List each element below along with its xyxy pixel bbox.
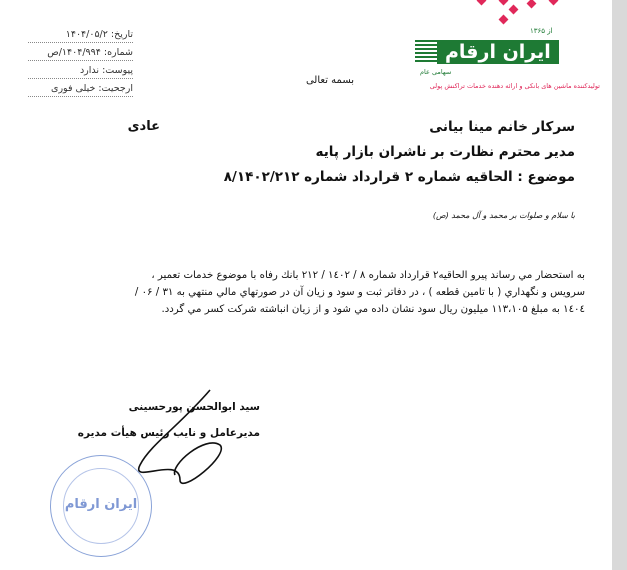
priority-field bbox=[28, 82, 133, 97]
logo-type: سهامی عام bbox=[420, 68, 452, 76]
recipient-title: مدیر محترم نظارت بر ناشران بازار پایه bbox=[315, 144, 575, 160]
date-field bbox=[28, 28, 133, 43]
number-field bbox=[28, 46, 133, 61]
body-line: سرويس و نگهداري ( با تامين قطعه ) ، در دفاتر ثبت و سود و زيان آن در صورتهاي مالي منتهي به ۳۱ / ۰۶ / bbox=[134, 287, 585, 298]
date-label: تاریخ: bbox=[110, 29, 133, 40]
logo-stripes bbox=[415, 40, 437, 64]
attachment-field bbox=[28, 64, 133, 79]
priority-value: خیلی فوری bbox=[51, 83, 96, 94]
subject: موضوع : الحاقیه شماره ۲ قرارداد شماره ۸/۱۴۰۲/۲۱۲ bbox=[223, 169, 575, 185]
attachment-value: ندارد bbox=[79, 65, 100, 76]
date-value: ۱۴۰۴/۰۵/۲ bbox=[65, 29, 108, 40]
number-label: شماره: bbox=[103, 47, 133, 58]
greeting: با سلام و صلوات بر محمد و آل محمد (ص) bbox=[432, 211, 575, 220]
letter-body bbox=[100, 267, 585, 318]
classification: عادی bbox=[127, 119, 160, 134]
signer-title: مدیرعامل و نایب رئیس هیأت مدیره bbox=[77, 427, 260, 439]
attachment-label: پیوست: bbox=[102, 65, 133, 76]
signer-name: سید ابوالحسن پورحسینی bbox=[128, 401, 260, 413]
body-line: ۱٤۰٤ به مبلغ ۱۱۳،۱۰۵ ميليون ريال سود نشان داده مي شود و از زيان انباشته شركت كسر مي گردد. bbox=[161, 304, 585, 315]
logo-since: از ۱۳۶۵ bbox=[530, 27, 553, 35]
logo bbox=[415, 40, 585, 66]
logo-tagline: تولیدکننده ماشین های بانکی و ارائه دهنده خدمات تراکنش پولی bbox=[429, 82, 600, 90]
company-stamp bbox=[50, 455, 152, 557]
scrollbar[interactable] bbox=[612, 0, 627, 570]
logo-name: ایران ارقام bbox=[437, 40, 559, 64]
number-value: ۱۴۰۴/۹۹۴/ص bbox=[47, 47, 101, 58]
recipient-name: سرکار خانم مینا بیانی bbox=[429, 119, 575, 135]
body-line: به استحضار مي رساند پيرو الحاقيه۲ قرارداد شماره ۸ / ۱٤۰۲ / ۲۱۲ بانك رفاه با موضوع خدمات تعمير ، bbox=[151, 270, 585, 281]
stamp-text: ایران ارقام bbox=[64, 497, 138, 512]
basmala: بسمه تعالی bbox=[305, 75, 355, 86]
priority-label: ارجحیت: bbox=[98, 83, 133, 94]
